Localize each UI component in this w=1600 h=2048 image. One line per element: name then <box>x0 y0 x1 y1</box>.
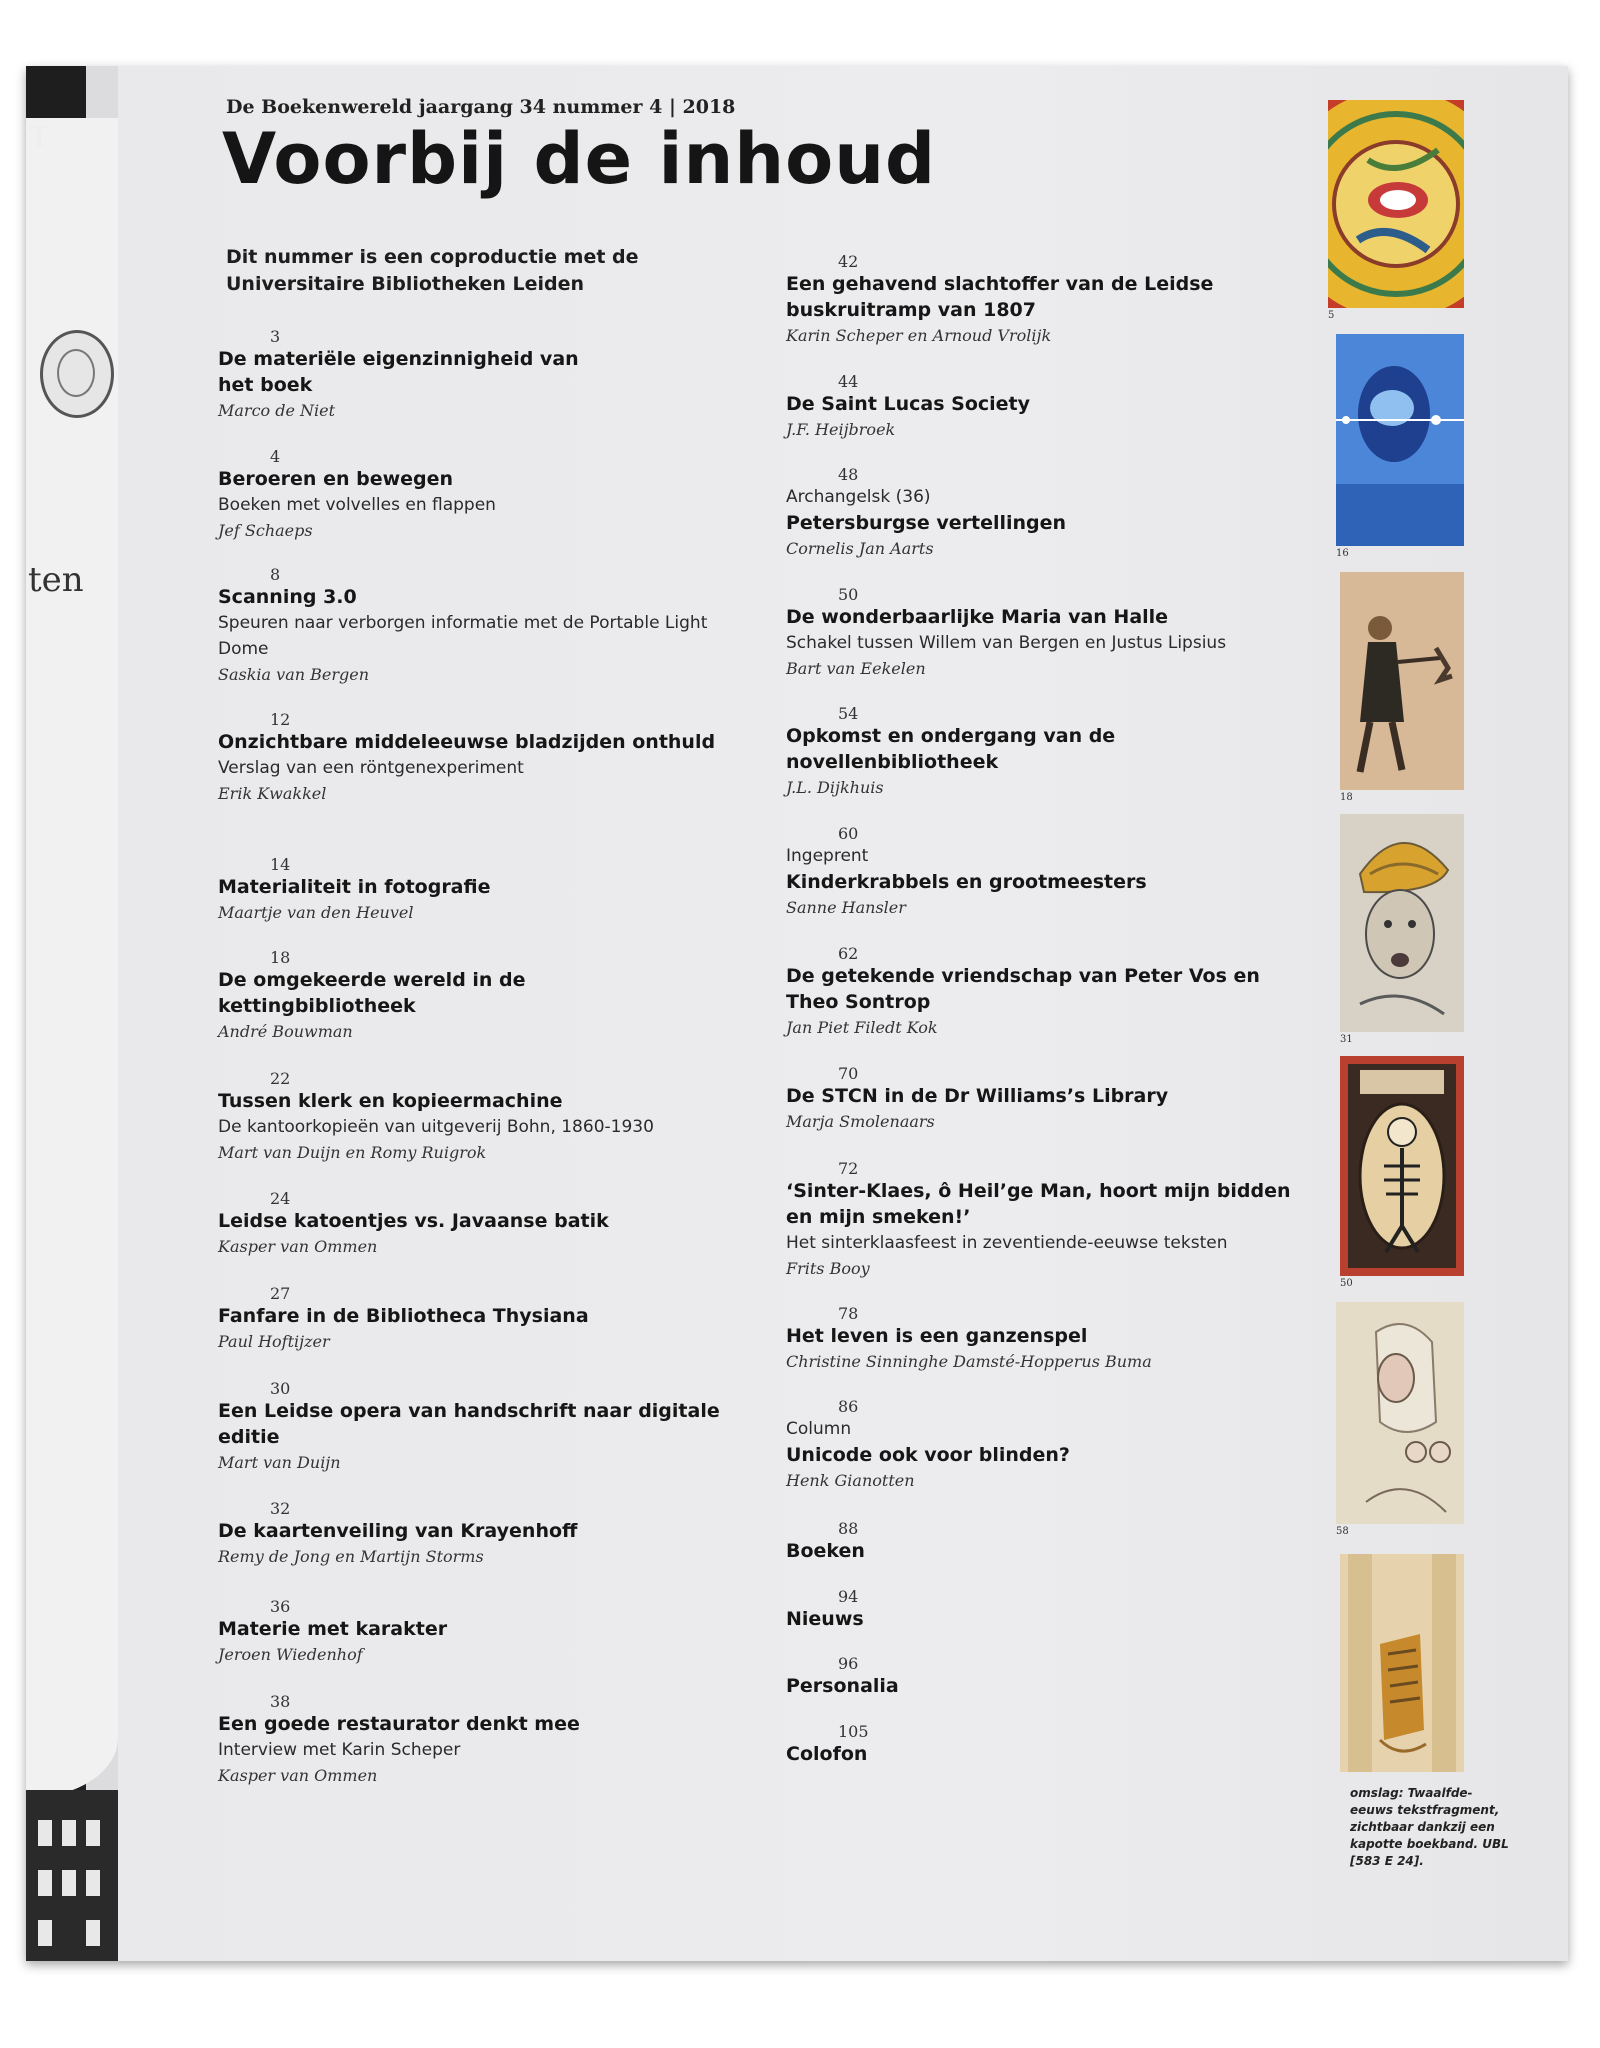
toc-entry <box>218 1693 738 1789</box>
toc-title: De STCN in de Dr Williams’s Library <box>786 1085 1169 1107</box>
toc-page-number: 62 <box>838 944 859 963</box>
thumbnail <box>1328 1056 1466 1290</box>
toc-author: Mart van Duijn <box>218 1453 341 1472</box>
toc-entry <box>218 1285 738 1355</box>
toc-title: Onzichtbare middeleeuwse bladzijden onthuld <box>218 731 716 753</box>
toc-page-number: 12 <box>270 710 291 729</box>
toc-page-number: 105 <box>838 1722 869 1741</box>
toc-entry <box>218 448 738 544</box>
toc-page-number: 38 <box>270 1692 291 1711</box>
toc-title: De kaartenveiling van Krayenhoff <box>218 1520 578 1542</box>
binding-fragment-icon <box>1340 1554 1464 1772</box>
toc-entry <box>786 1398 1306 1494</box>
toc-page-number: 27 <box>270 1284 291 1303</box>
toc-author: Jeroen Wiedenhof <box>218 1645 363 1664</box>
thumbnail <box>1328 1554 1466 1772</box>
toc-page-number: 42 <box>838 252 859 271</box>
toc-entry <box>786 705 1306 801</box>
toc-title: Tussen klerk en kopieermachine <box>218 1090 563 1112</box>
spine-text: ten <box>28 560 84 600</box>
toc-title: ‘Sinter-Klaes, ô Heil’ge Man, hoort mijn bidden en mijn smeken!’ <box>786 1180 1291 1228</box>
thumbnail-caption: 16 <box>1336 548 1349 559</box>
toc-author: Paul Hoftijzer <box>218 1332 330 1351</box>
blue-face-photo-icon <box>1336 334 1464 546</box>
toc-author: Remy de Jong en Martijn Storms <box>218 1547 484 1566</box>
toc-author: André Bouwman <box>218 1022 353 1041</box>
toc-author: Frits Booy <box>786 1259 870 1278</box>
thumbnail <box>1328 334 1466 560</box>
toc-title: Materialiteit in fotografie <box>218 876 491 898</box>
toc-title: Kinderkrabbels en grootmeesters <box>786 871 1147 893</box>
toc-entry <box>218 949 738 1045</box>
toc-author: Karin Scheper en Arnoud Vrolijk <box>786 326 1052 345</box>
toc-pretitle: Archangelsk (36) <box>786 487 931 507</box>
toc-author: Kasper van Ommen <box>218 1237 378 1256</box>
toc-entry <box>786 1588 1306 1632</box>
toc-title: De omgekeerde wereld in de kettingbibliotheek <box>218 969 526 1017</box>
toc-page-number: 24 <box>270 1189 291 1208</box>
toc-page-number: 96 <box>838 1654 859 1673</box>
toc-title: Unicode ook voor blinden? <box>786 1444 1070 1466</box>
toc-entry <box>786 1305 1306 1375</box>
spine-letter: T <box>30 120 49 153</box>
page-title: Voorbij de inhoud <box>222 118 937 200</box>
thumbnail <box>1328 814 1466 1046</box>
toc-entry <box>786 253 1306 349</box>
toc-subtitle: Het sinterklaasfeest in zeventiende-eeuwse teksten <box>786 1233 1228 1253</box>
toc-entry <box>786 1723 1306 1767</box>
toc-author: J.L. Dijkhuis <box>786 778 884 797</box>
toc-entry <box>786 1065 1306 1135</box>
toc-author: Jef Schaeps <box>218 521 313 540</box>
thumbnail <box>1328 100 1466 322</box>
toc-page-number: 14 <box>270 855 291 874</box>
toc-subtitle: Schakel tussen Willem van Bergen en Justus Lipsius <box>786 633 1227 653</box>
toc-pretitle: Ingeprent <box>786 846 869 866</box>
toc-page-number: 4 <box>270 447 281 466</box>
toc-title: Colofon <box>786 1743 868 1765</box>
toc-title: Personalia <box>786 1675 899 1697</box>
toc-subtitle: Speuren naar verborgen informatie met de Portable Light Dome <box>218 613 708 659</box>
toc-title: Boeken <box>786 1540 865 1562</box>
toc-title: De wonderbaarlijke Maria van Halle <box>786 606 1169 628</box>
toc-entry <box>218 1070 738 1166</box>
seal-emblem-icon <box>40 330 114 418</box>
toc-page-number: 36 <box>270 1597 291 1616</box>
toc-entry <box>786 825 1306 921</box>
toc-page-number: 8 <box>270 565 281 584</box>
toc-entry <box>218 1598 738 1668</box>
toc-subtitle: Interview met Karin Scheper <box>218 1740 461 1760</box>
toc-author: Marco de Niet <box>218 401 336 420</box>
toc-entry <box>218 328 738 424</box>
toc-author: Sanne Hansler <box>786 898 906 917</box>
toc-page-number: 60 <box>838 824 859 843</box>
toc-subtitle: Boeken met volvelles en flappen <box>218 495 496 515</box>
thumbnail-caption: 50 <box>1340 1278 1353 1289</box>
toc-page-number: 54 <box>838 704 859 723</box>
toc-entry <box>218 1380 738 1476</box>
toc-page-number: 50 <box>838 585 859 604</box>
toc-title: Leidse katoentjes vs. Javaanse batik <box>218 1210 609 1232</box>
toc-title: Fanfare in de Bibliotheca Thysiana <box>218 1305 589 1327</box>
toc-entry <box>218 566 738 688</box>
toc-author: Bart van Eekelen <box>786 659 926 678</box>
toc-title: De materiële eigenzinnigheid van het boek <box>218 348 579 396</box>
thumbnail-caption: 58 <box>1336 1526 1349 1537</box>
issue-line: De Boekenwereld jaargang 34 nummer 4 | 2018 <box>226 96 736 118</box>
toc-author: Henk Gianotten <box>786 1471 915 1490</box>
building-illustration-icon <box>26 1790 121 1961</box>
toc-title: Petersburgse vertellingen <box>786 512 1067 534</box>
toc-title: Opkomst en ondergang van de novellenbibliotheek <box>786 725 1116 773</box>
toc-page-number: 86 <box>838 1397 859 1416</box>
toc-title: Beroeren en bewegen <box>218 468 454 490</box>
toc-author: Mart van Duijn en Romy Ruigrok <box>218 1143 487 1162</box>
medallion-illustration-icon <box>1328 100 1464 308</box>
toc-title: Een goede restaurator denkt mee <box>218 1713 580 1735</box>
toc-author: Marja Smolenaars <box>786 1112 935 1131</box>
toc-entry <box>786 1655 1306 1699</box>
toc-title: Nieuws <box>786 1608 864 1630</box>
skeleton-woodcut-icon <box>1340 1056 1464 1276</box>
turbaned-head-etching-icon <box>1340 814 1464 1032</box>
toc-author: Saskia van Bergen <box>218 665 370 684</box>
toc-page-number: 3 <box>270 327 281 346</box>
toc-page-number: 48 <box>838 465 859 484</box>
toc-title: Een Leidse opera van handschrift naar digitale editie <box>218 1400 720 1448</box>
toc-entry <box>786 945 1306 1041</box>
toc-page-number: 30 <box>270 1379 291 1398</box>
toc-entry <box>218 711 738 807</box>
toc-subtitle: Verslag van een röntgenexperiment <box>218 758 524 778</box>
toc-page-number: 22 <box>270 1069 291 1088</box>
thumbnail-caption: 31 <box>1340 1034 1353 1045</box>
toc-author: Erik Kwakkel <box>218 784 327 803</box>
thumbnail-caption: 18 <box>1340 792 1353 803</box>
toc-title: Het leven is een ganzenspel <box>786 1325 1088 1347</box>
toc-entry <box>218 1500 738 1570</box>
thumbnail <box>1328 1302 1466 1538</box>
toc-author: J.F. Heijbroek <box>786 420 896 439</box>
toc-page-number: 94 <box>838 1587 859 1606</box>
toc-title: De getekende vriendschap van Peter Vos en Theo Sontrop <box>786 965 1260 1013</box>
toc-entry <box>786 1160 1306 1282</box>
toc-author: Maartje van den Heuvel <box>218 903 414 922</box>
toc-page-number: 72 <box>838 1159 859 1178</box>
toc-entry <box>786 373 1306 443</box>
toc-entry <box>786 586 1306 682</box>
toc-entry <box>786 466 1306 562</box>
thumbnail <box>1328 572 1466 804</box>
toc-pretitle: Column <box>786 1419 852 1439</box>
toc-author: Christine Sinninghe Damsté-Hopperus Buma <box>786 1352 1152 1371</box>
toc-author: Jan Piet Filedt Kok <box>786 1018 938 1037</box>
nude-sketch-icon <box>1336 1302 1464 1524</box>
toc-subtitle: De kantoorkopieën van uitgeverij Bohn, 1860-1930 <box>218 1117 654 1137</box>
toc-entry <box>218 1190 738 1260</box>
walking-figure-print-icon <box>1340 572 1464 790</box>
toc-entry <box>786 1520 1306 1564</box>
toc-title: Een gehavend slachtoffer van de Leidse buskruitramp van 1807 <box>786 273 1214 321</box>
toc-author: Cornelis Jan Aarts <box>786 539 934 558</box>
intro-text: Dit nummer is een coproductie met de Universitaire Bibliotheken Leiden <box>226 246 639 295</box>
toc-page-number: 44 <box>838 372 859 391</box>
toc-page-number: 70 <box>838 1064 859 1083</box>
toc-title: De Saint Lucas Society <box>786 393 1031 415</box>
toc-title: Materie met karakter <box>218 1618 448 1640</box>
cover-caption: omslag: Twaalfde-eeuws tekstfragment, zichtbaar dankzij een kapotte boekband. UBL [583 E 24]. <box>1350 1786 1509 1868</box>
thumbnail-caption: 5 <box>1328 310 1335 321</box>
toc-page-number: 88 <box>838 1519 859 1538</box>
toc-page-number: 78 <box>838 1304 859 1323</box>
toc-entry <box>218 856 738 926</box>
toc-page-number: 18 <box>270 948 291 967</box>
toc-author: Kasper van Ommen <box>218 1766 378 1785</box>
toc-title: Scanning 3.0 <box>218 586 357 608</box>
toc-page-number: 32 <box>270 1499 291 1518</box>
